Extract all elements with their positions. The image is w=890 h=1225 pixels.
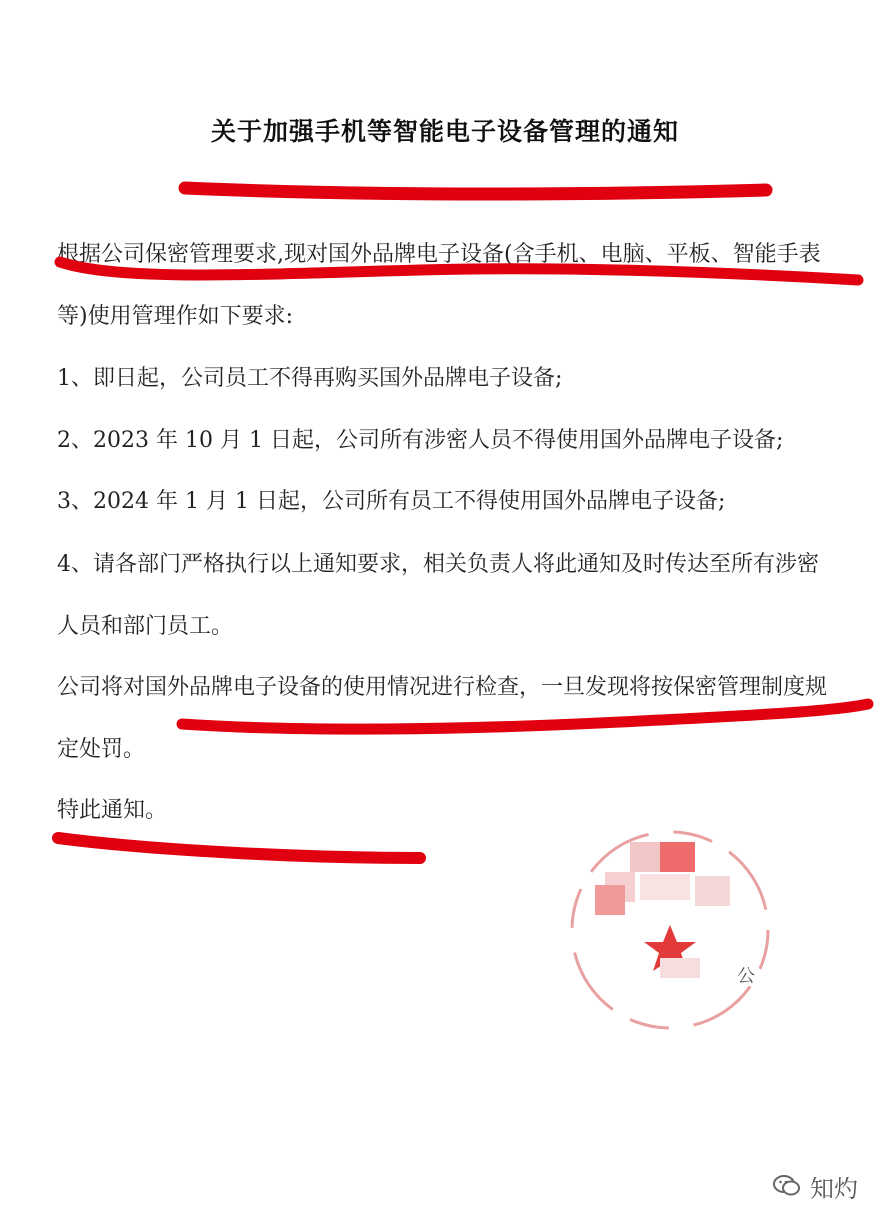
inspection-line-2: 定处罚。 (57, 737, 146, 762)
company-seal (520, 830, 780, 1040)
closing-line: 特此通知。 (57, 798, 168, 823)
watermark-label: 知灼 (810, 1174, 858, 1203)
item-1: 1、即日起，公司员工不得再购买国外品牌电子设备; (57, 366, 563, 391)
title-underline (185, 188, 766, 194)
closing-underline (58, 838, 420, 858)
item-4-line-1: 4、请各部门严格执行以上通知要求，相关负责人将此通知及时传达至所有涉密 (57, 552, 819, 577)
paragraph-intro-line-1: 根据公司保密管理要求,现对国外品牌电子设备(含手机、电脑、平板、智能手表 (57, 242, 821, 267)
seal-pixelation (630, 842, 660, 872)
document-title: 关于加强手机等智能电子设备管理的通知 (210, 117, 679, 146)
inspection-underline (182, 704, 868, 729)
wechat-icon (772, 1173, 802, 1199)
intro-underline (60, 262, 858, 280)
item-2: 2、2023 年 10 月 1 日起，公司所有涉密人员不得使用国外品牌电子设备; (57, 428, 784, 453)
item-4-line-2: 人员和部门员工。 (57, 614, 234, 639)
seal-text: 公 (737, 966, 755, 987)
paragraph-intro-line-2: 等)使用管理作如下要求: (57, 304, 293, 329)
inspection-line-1: 公司将对国外品牌电子设备的使用情况进行检查，一旦发现将按保密管理制度规 (57, 675, 828, 700)
watermark (772, 1168, 858, 1204)
item-3: 3、2024 年 1 月 1 日起，公司所有员工不得使用国外品牌电子设备; (57, 489, 726, 514)
